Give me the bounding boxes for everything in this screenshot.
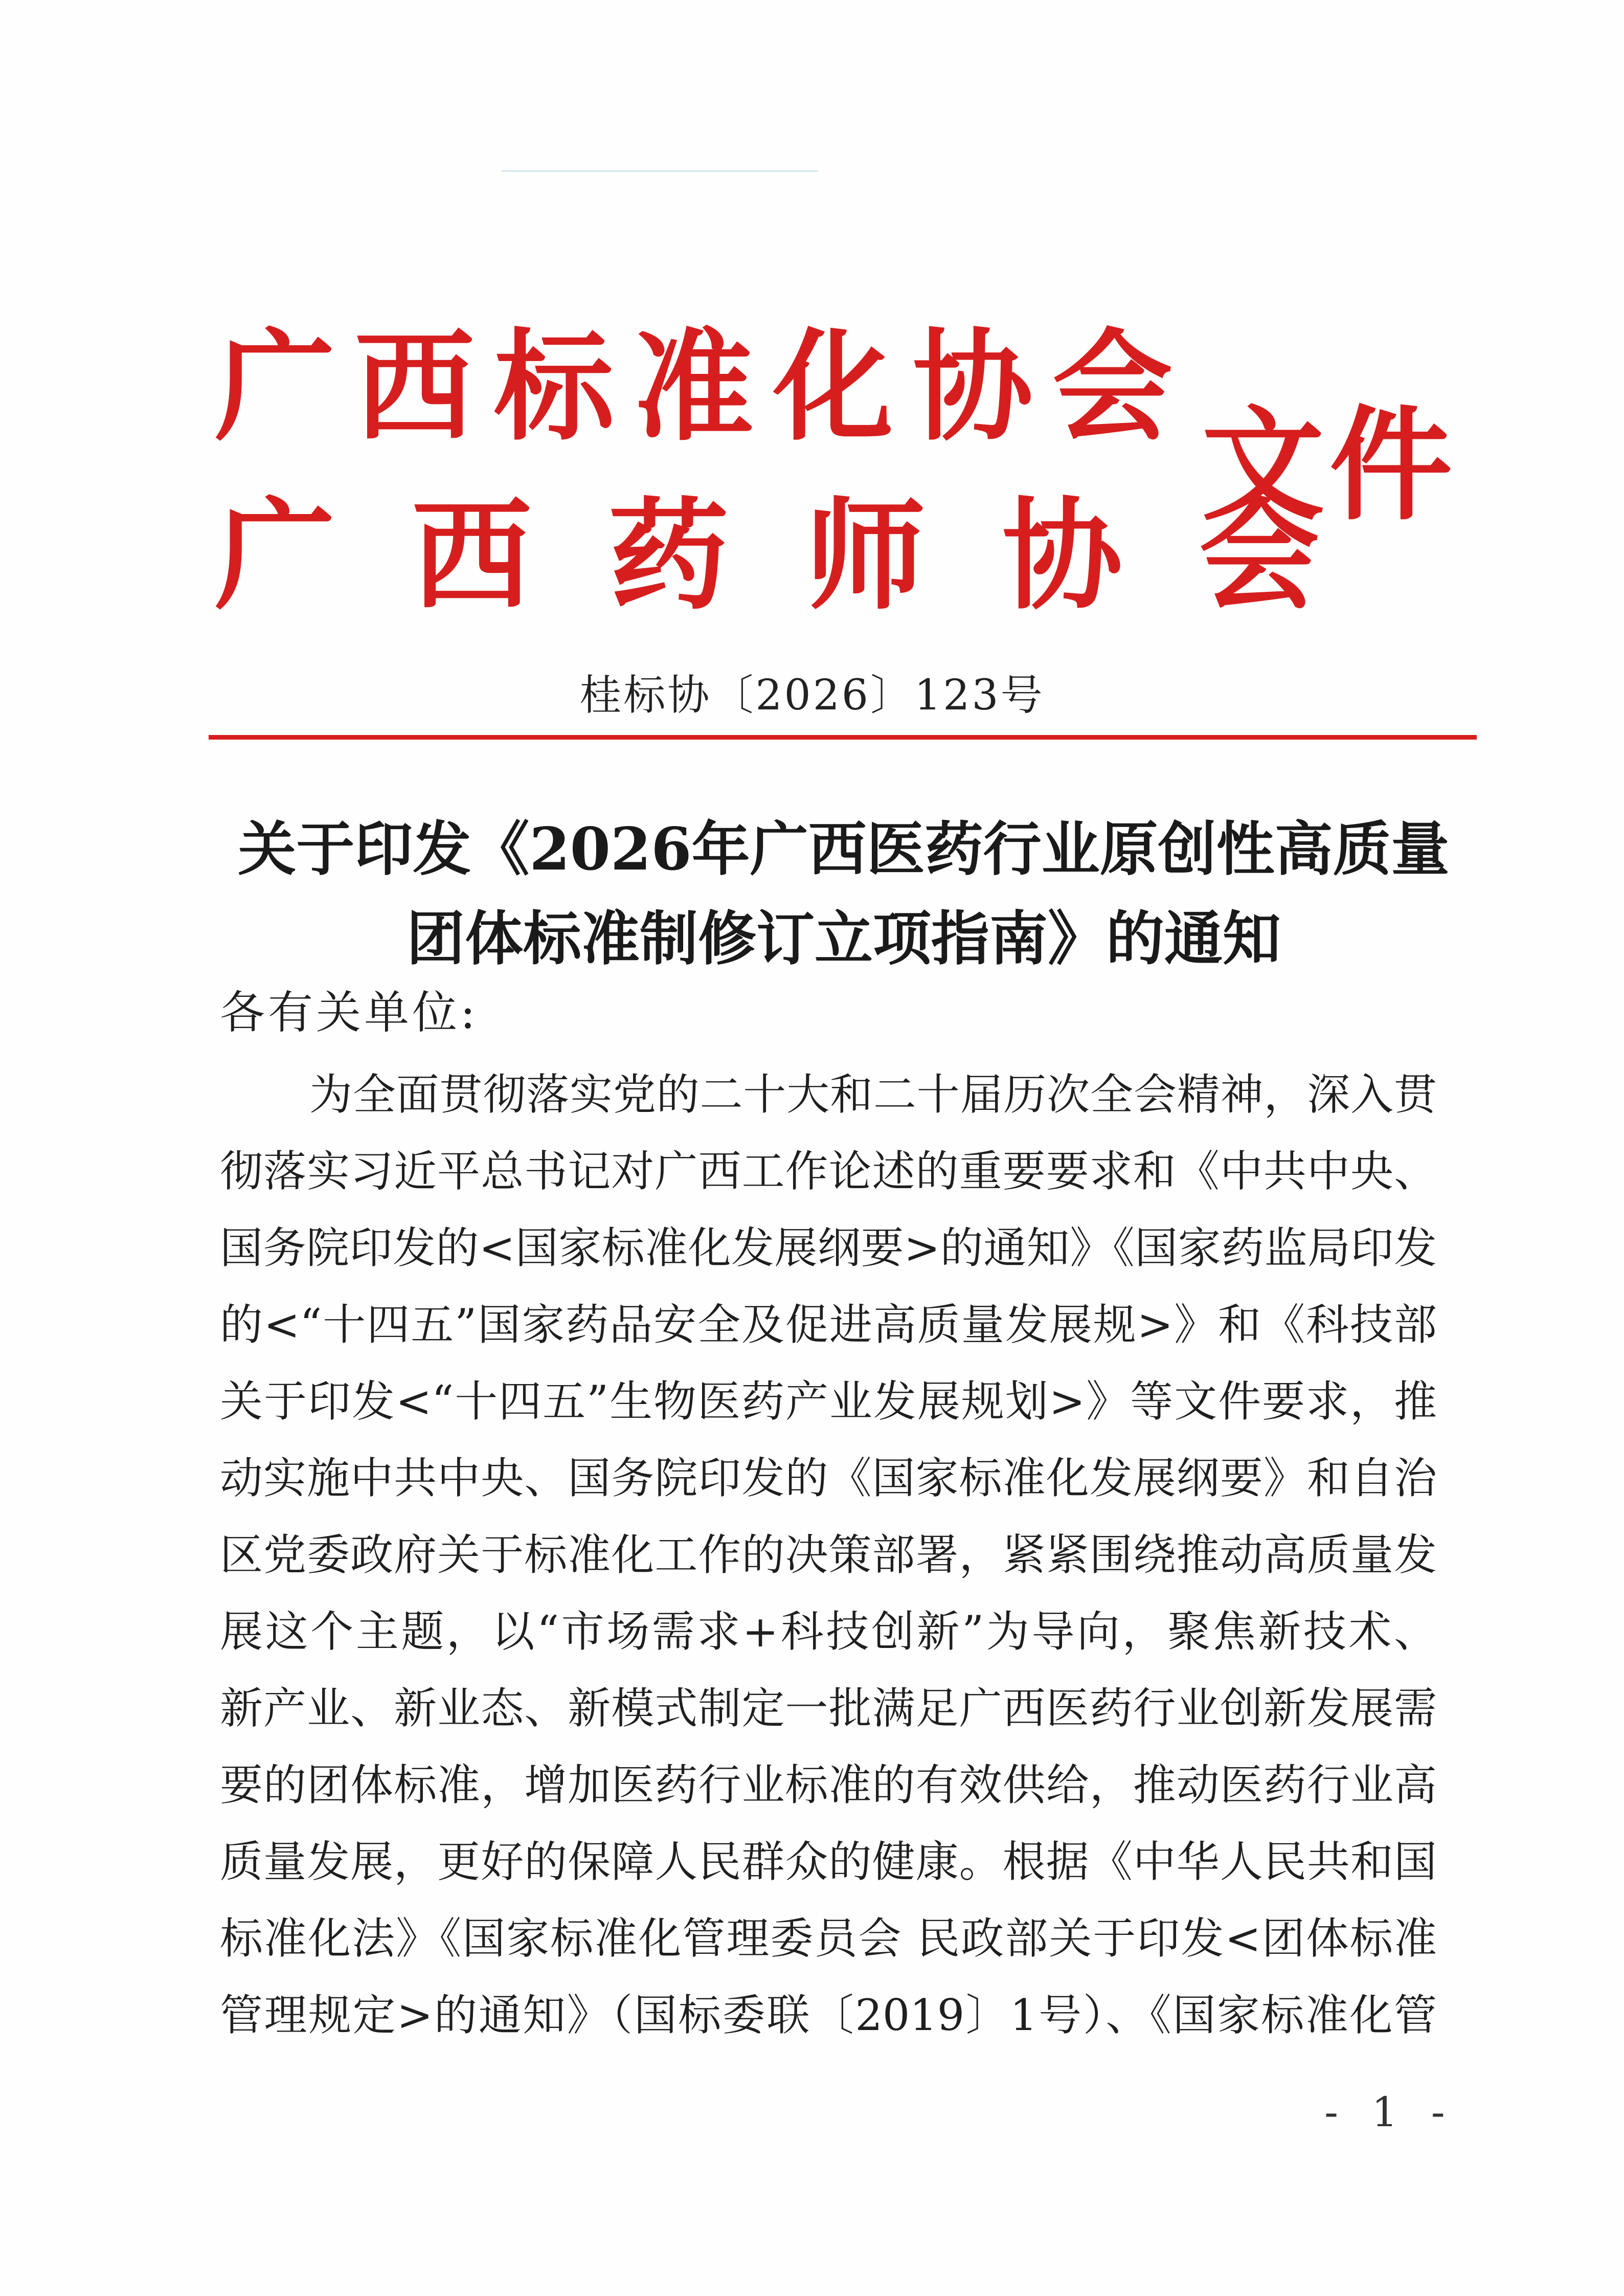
body-line: 要的团体标准，增加医药行业标准的有效供给，推动医药行业高 [220,1760,1437,1810]
scan-mark [501,170,818,172]
body-line: 的<“十四五”国家药品安全及促进高质量发展规>》和《科技部 [220,1300,1437,1350]
body-line: 展这个主题，以“市场需求+科技创新”为导向，聚焦新技术、 [220,1607,1437,1657]
body-line: 国务院印发的<国家标准化发展纲要>的通知》《国家药监局印发 [220,1223,1437,1273]
document-label: 文件 [1202,394,1458,537]
body-line: 新产业、新业态、新模式制定一批满足广西医药行业创新发展需 [220,1683,1437,1733]
body-line: 质量发展，更好的保障人民群众的健康。根据《中华人民共和国 [220,1837,1437,1887]
document-header [215,318,1458,634]
salutation: 各有关单位: [220,986,479,1039]
body-line: 彻落实习近平总书记对广西工作论述的重要要求和《中共中央、 [220,1146,1437,1196]
body-line: 区党委政府关于标准化工作的决策部署，紧紧围绕推动高质量发 [220,1530,1437,1580]
body-line: 标准化法》《国家标准化管理委员会 民政部关于印发<团体标准 [220,1913,1437,1964]
header-divider [209,735,1477,740]
body-paragraph [220,1056,1437,2054]
body-line: 关于印发<“十四五”生物医药产业发展规划>》等文件要求，推 [220,1376,1437,1426]
body-line: 动实施中共中央、国务院印发的《国家标准化发展纲要》和自治 [220,1453,1437,1503]
issuing-org-2: 广西药师协会 [215,486,1396,626]
body-line: 为全面贯彻落实党的二十大和二十届历次全会精神，深入贯 [309,1069,1437,1120]
issuing-org-1: 广西标准化协会 [215,318,1192,457]
notice-title-line-1: 关于印发《2026年广西医药行业原创性高质量 [238,815,1450,883]
document-number: 桂标协〔2026〕123号 [579,671,1045,720]
page-number: - 1 - [1324,2088,1455,2136]
body-line: 管理规定>的通知》（国标委联〔2019〕1号）、《国家标准化管 [220,1990,1437,2040]
notice-title-line-2: 团体标准制修订立项指南》的通知 [406,904,1281,973]
